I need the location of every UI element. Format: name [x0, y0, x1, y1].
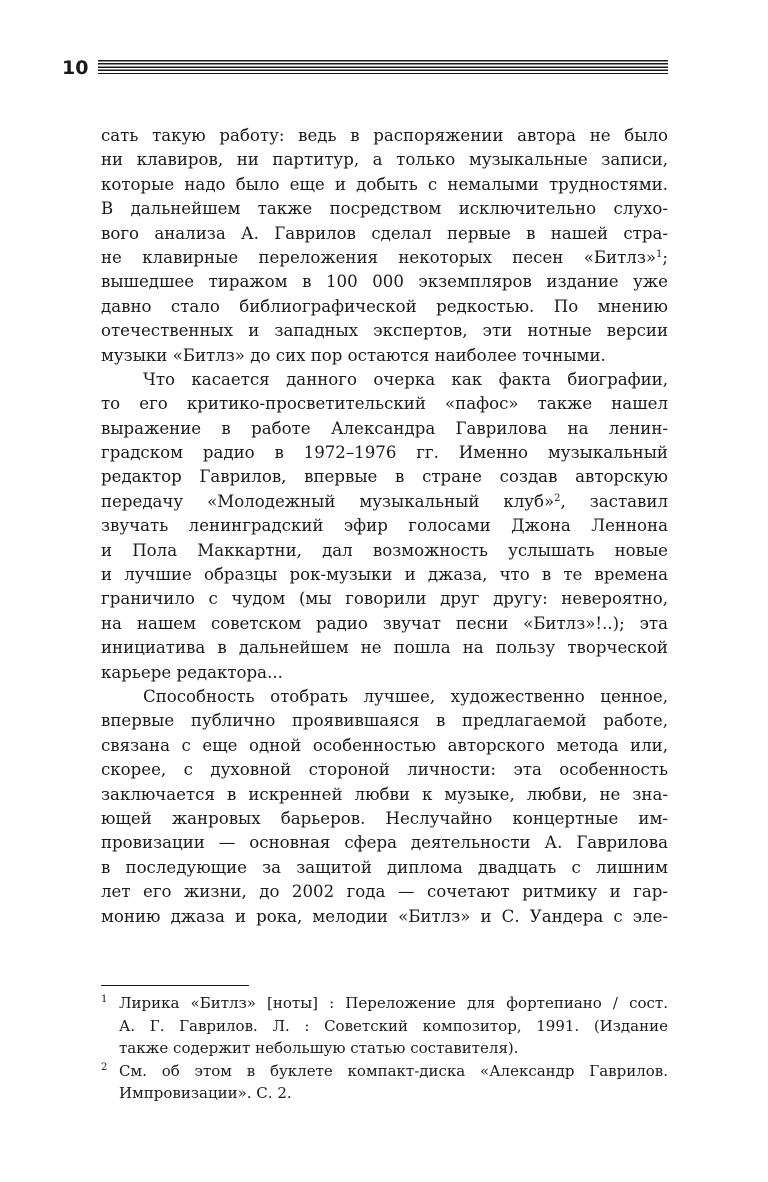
footnote-mark: 1	[101, 994, 108, 1005]
main-text	[101, 124, 668, 929]
footnote-1	[101, 992, 668, 1060]
text-line: монию джаза и рока, мелодии «Битлз» и С. Уандера с эле-	[101, 906, 668, 926]
text-line: Способность отобрать лучшее, художественно ценное,	[143, 686, 668, 706]
text-line: в последующие за защитой диплома двадцать с лишним	[101, 857, 668, 877]
text-line: вого анализа А. Гаврилов сделал первые в нашей стра-	[101, 223, 668, 243]
text-line: граничило с чудом (мы говорили друг другу: невероятно,	[101, 589, 668, 609]
text-line: градском радио в 1972–1976 гг. Именно музыкальный	[101, 443, 668, 463]
footnote-mark: 2	[101, 1061, 108, 1073]
footnote-2	[101, 1060, 668, 1105]
text-line: скорее, с духовной стороной личности: эта особенность	[101, 760, 668, 780]
text-fragment: передачу «Молодежный музыкальный клуб»	[101, 491, 555, 511]
text-line: связана с еще одной особенностью авторского метода или,	[101, 735, 668, 755]
text-line: то его критико-просветительский «пафос» также нашел	[101, 394, 668, 414]
header-decorative-rules	[98, 60, 668, 76]
footnote-reference[interactable]: 1	[656, 248, 663, 260]
text-line: выражение в работе Александра Гаврилова на ленин-	[101, 418, 668, 438]
text-line: которые надо было еще и добыть с немалыми трудностями.	[101, 174, 668, 194]
text-line: В дальнейшем также посредством исключительно слухо-	[101, 199, 668, 219]
text-line: отечественных и западных экспертов, эти нотные версии	[101, 321, 668, 341]
text-line: Что касается данного очерка как факта биографии,	[143, 369, 668, 389]
text-line: давно стало библиографической редкостью. По мнению	[101, 296, 668, 316]
text-line: звучать ленинградский эфир голосами Джона Леннона	[101, 516, 668, 536]
text-line: сать такую работу: ведь в распоряжении автора не было	[101, 126, 668, 145]
footnotes	[101, 992, 668, 1105]
text-line: лет его жизни, до 2002 года — сочетают ритмику и гар-	[101, 882, 668, 902]
footnote-line: также содержит небольшую статью составителя).	[119, 1039, 519, 1057]
footnote-line: Импровизации». С. 2.	[119, 1084, 292, 1102]
text-line: и лучшие образцы рок-музыки и джаза, что в те времена	[101, 565, 668, 585]
text-line	[101, 490, 668, 514]
text-line: провизации — основная сфера деятельности А. Гаврилова	[101, 833, 668, 853]
text-fragment: , заставил	[560, 491, 668, 511]
page-number: 10	[62, 57, 89, 79]
text-line: музыки «Битлз» до сих пор остаются наиболее точными.	[101, 345, 606, 365]
footnote-reference[interactable]: 2	[554, 492, 561, 504]
text-line: на нашем советском радио звучат песни «Битлз»!..); эта	[101, 613, 668, 633]
footnote-line: См. об этом в буклете компакт-диска «Александр Гаврилов.	[119, 1061, 668, 1080]
footnote-separator	[101, 985, 249, 986]
text-line: карьере редактора...	[101, 662, 283, 682]
text-line: ющей жанровых барьеров. Неслучайно концертные им-	[101, 808, 668, 828]
text-line: вышедшее тиражом в 100 000 экземпляров издание уже	[101, 272, 668, 292]
text-fragment: ;	[662, 247, 668, 267]
text-line: впервые публично проявившаяся в предлагаемой работе,	[101, 711, 668, 731]
footnote-line: Лирика «Битлз» [ноты] : Переложение для фортепиано / сост.	[119, 994, 668, 1012]
footnote-line: А. Г. Гаврилов. Л. : Советский композитор, 1991. (Издание	[119, 1016, 668, 1035]
text-fragment: не клавирные переложения некоторых песен «Битлз»	[101, 247, 657, 267]
running-header	[62, 56, 668, 80]
text-line: и Пола Маккартни, дал возможность услышать новые	[101, 540, 668, 560]
text-line: заключается в искренней любви к музыке, любви, не зна-	[101, 784, 668, 804]
text-line: инициатива в дальнейшем не пошла на пользу творческой	[101, 638, 668, 658]
text-line: редактор Гаврилов, впервые в стране создав авторскую	[101, 467, 668, 487]
text-line	[101, 246, 668, 270]
text-line: ни клавиров, ни партитур, а только музыкальные записи,	[101, 150, 668, 170]
